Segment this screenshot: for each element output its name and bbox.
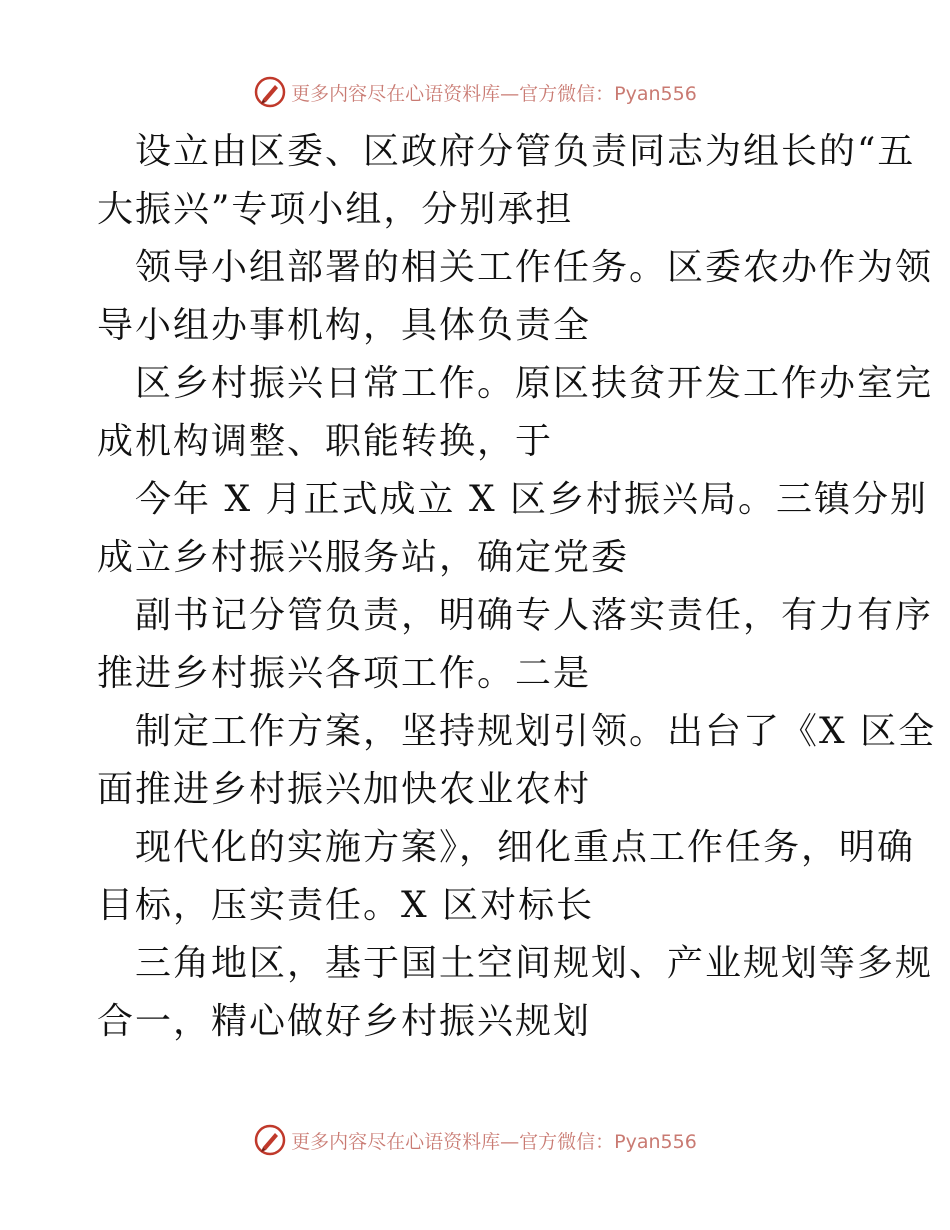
- paragraph: [97, 471, 929, 587]
- paragraph-line: 面推进乡村振兴加快农业农村: [97, 769, 592, 810]
- pen-logo-icon: [253, 75, 287, 109]
- paragraph-line: 领导小组部署的相关工作任务。区委农办作为领: [135, 247, 934, 288]
- document-body: [97, 123, 937, 1051]
- paragraph: [97, 935, 934, 1051]
- paragraph-line: 成机构调整、职能转换，于: [97, 421, 554, 462]
- paragraph-line: 导小组办事机构，具体负责全: [97, 305, 592, 346]
- paragraph-line: 三角地区，基于国土空间规划、产业规划等多规: [135, 943, 934, 984]
- paragraph: [97, 587, 934, 703]
- paragraph: [97, 239, 934, 355]
- paragraph-line: 副书记分管负责，明确专人落实责任，有力有序: [135, 595, 934, 636]
- paragraph-line: 制定工作方案，坚持规划引领。出台了《X 区全: [135, 711, 937, 752]
- paragraph: [97, 819, 916, 935]
- paragraph: [97, 355, 934, 471]
- pen-logo-icon: [253, 1123, 287, 1157]
- watermark-text: 更多内容尽在心语资料库—官方微信：Pyan556: [291, 82, 697, 105]
- paragraph-line: 推进乡村振兴各项工作。二是: [97, 653, 592, 694]
- paragraph-line: 设立由区委、区政府分管负责同志为组长的“五: [135, 131, 916, 172]
- paragraph-line: 大振兴”专项小组，分别承担: [97, 189, 574, 230]
- watermark-text: 更多内容尽在心语资料库—官方微信：Pyan556: [291, 1130, 697, 1153]
- paragraph: [97, 123, 916, 239]
- paragraph-line: 成立乡村振兴服务站，确定党委: [97, 537, 630, 578]
- paragraph-line: 区乡村振兴日常工作。原区扶贫开发工作办室完: [135, 363, 934, 404]
- paragraph-line: 现代化的实施方案》，细化重点工作任务，明确: [135, 827, 916, 868]
- paragraph-line: 今年 X 月正式成立 X 区乡村振兴局。三镇分别: [135, 479, 929, 520]
- paragraph-line: 合一，精心做好乡村振兴规划: [97, 1001, 592, 1042]
- paragraph: [97, 703, 937, 819]
- header-watermark: [0, 72, 950, 112]
- footer-watermark: [0, 1120, 950, 1160]
- paragraph-line: 目标，压实责任。X 区对标长: [97, 885, 595, 926]
